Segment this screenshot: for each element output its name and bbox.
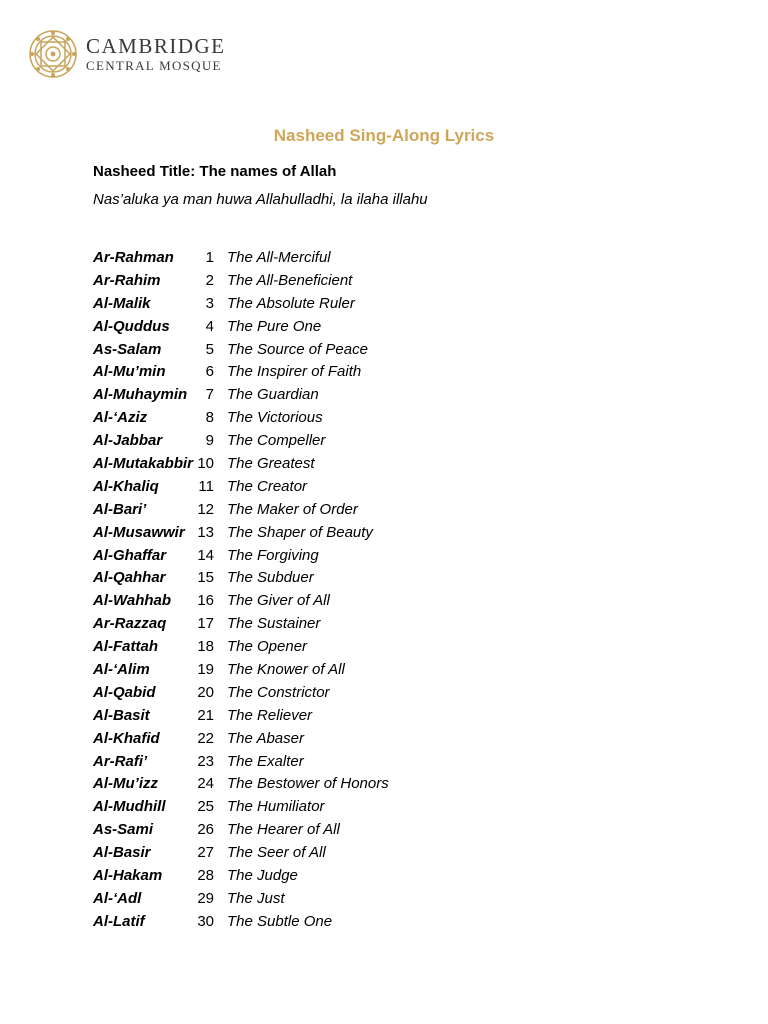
list-item xyxy=(93,453,513,476)
english-meaning: The Subtle One xyxy=(227,912,333,930)
english-meaning: The Creator xyxy=(227,477,308,495)
name-number: 9 xyxy=(205,432,214,450)
name-number: 29 xyxy=(197,889,214,907)
list-item xyxy=(93,522,513,545)
nasheed-title: Nasheed Title: The names of Allah xyxy=(93,163,337,180)
list-item xyxy=(93,590,513,613)
name-number: 28 xyxy=(197,867,214,885)
name-number: 30 xyxy=(197,912,214,930)
arabic-name: Al-Fattah xyxy=(93,638,158,656)
english-meaning: The Reliever xyxy=(227,706,313,724)
nasheed-opening-line: Nas’aluka ya man huwa Allahulladhi, la ilaha illahu xyxy=(93,191,428,208)
arabic-name: Al-‘Aziz xyxy=(93,409,148,427)
english-meaning: The Pure One xyxy=(227,317,322,335)
english-meaning: The Just xyxy=(227,889,285,907)
name-number: 13 xyxy=(197,523,214,541)
arabic-name: Al-Basit xyxy=(93,706,150,724)
arabic-name: Ar-Razzaq xyxy=(93,615,167,633)
name-number: 20 xyxy=(197,683,214,701)
arabic-name: Al-Mu’min xyxy=(93,363,166,381)
english-meaning: The Humiliator xyxy=(227,798,325,816)
arabic-name: Al-Basir xyxy=(93,844,151,862)
name-number: 5 xyxy=(205,340,214,358)
list-item xyxy=(93,339,513,362)
english-meaning: The Absolute Ruler xyxy=(227,294,355,312)
name-number: 12 xyxy=(197,500,214,518)
name-number: 17 xyxy=(197,615,214,633)
arabic-name: Al-Quddus xyxy=(93,317,170,335)
arabic-name: Al-‘Adl xyxy=(93,889,142,907)
name-number: 27 xyxy=(197,844,214,862)
arabic-name: Al-Mutakabbir xyxy=(93,455,194,473)
arabic-name: Al-Malik xyxy=(93,294,151,312)
name-number: 2 xyxy=(205,271,214,289)
arabic-name: Al-Mudhill xyxy=(93,798,166,816)
name-number: 11 xyxy=(198,477,214,495)
english-meaning: The Victorious xyxy=(227,409,323,427)
name-number: 25 xyxy=(197,798,214,816)
name-number: 16 xyxy=(197,592,214,610)
list-item xyxy=(93,842,513,865)
arabic-name: As-Sami xyxy=(93,821,154,839)
list-item xyxy=(93,865,513,888)
arabic-name: Ar-Rahman xyxy=(93,249,174,266)
english-meaning: The Source of Peace xyxy=(227,340,368,358)
names-list xyxy=(93,247,513,934)
english-meaning: The Inspirer of Faith xyxy=(227,363,362,381)
list-item xyxy=(93,911,513,934)
english-meaning: The Subduer xyxy=(227,569,314,587)
english-meaning: The Maker of Order xyxy=(227,500,358,518)
english-meaning: The Giver of All xyxy=(227,592,330,610)
arabic-name: Al-Jabbar xyxy=(93,432,163,450)
arabic-name: Al-Mu’izz xyxy=(93,775,158,793)
list-item xyxy=(93,567,513,590)
english-meaning: The Knower of All xyxy=(227,661,345,679)
english-meaning: The Compeller xyxy=(227,432,326,450)
arabic-name: Al-Hakam xyxy=(93,867,163,885)
arabic-name: Ar-Rahim xyxy=(93,271,161,289)
name-number: 6 xyxy=(205,363,214,381)
list-item xyxy=(93,728,513,751)
arabic-name: As-Salam xyxy=(93,340,162,358)
name-number: 23 xyxy=(197,752,214,770)
list-item xyxy=(93,773,513,796)
english-meaning: The Seer of All xyxy=(227,844,326,862)
list-item xyxy=(93,819,513,842)
english-meaning: The Shaper of Beauty xyxy=(227,523,373,541)
document-heading: Nasheed Sing-Along Lyrics xyxy=(273,126,495,145)
name-number: 8 xyxy=(205,409,214,427)
name-number: 14 xyxy=(197,546,214,564)
list-item xyxy=(93,613,513,636)
english-meaning: The Bestower of Honors xyxy=(227,775,389,793)
list-item xyxy=(93,316,513,339)
english-meaning: The Guardian xyxy=(227,386,319,404)
logo-name: CAMBRIDGE xyxy=(86,34,226,58)
list-item xyxy=(93,407,513,430)
list-item xyxy=(93,888,513,911)
list-item xyxy=(93,659,513,682)
list-item xyxy=(93,499,513,522)
english-meaning: The All-Merciful xyxy=(227,249,331,266)
list-item xyxy=(93,247,513,270)
list-item xyxy=(93,476,513,499)
logo-text xyxy=(86,36,226,72)
name-number: 10 xyxy=(197,455,214,473)
arabic-name: Al-Qahhar xyxy=(93,569,166,587)
arabic-name: Al-Latif xyxy=(93,912,145,930)
arabic-name: Al-Muhaymin xyxy=(93,386,188,404)
list-item xyxy=(93,361,513,384)
english-meaning: The Hearer of All xyxy=(227,821,340,839)
arabic-name: Al-Khaliq xyxy=(93,477,159,495)
name-number: 24 xyxy=(197,775,214,793)
list-item xyxy=(93,636,513,659)
logo-subname: CENTRAL MOSQUE xyxy=(86,58,222,73)
name-number: 4 xyxy=(205,317,214,335)
name-number: 7 xyxy=(205,386,214,404)
english-meaning: The Opener xyxy=(227,638,308,656)
english-meaning: The Sustainer xyxy=(227,615,321,633)
arabic-name: Al-Ghaffar xyxy=(93,546,167,564)
english-meaning: The Abaser xyxy=(227,729,304,747)
english-meaning: The Greatest xyxy=(227,455,315,473)
english-meaning: The Forgiving xyxy=(227,546,319,564)
arabic-name: Al-Musawwir xyxy=(93,523,185,541)
name-number: 19 xyxy=(197,661,214,679)
name-number: 15 xyxy=(197,569,214,587)
list-item xyxy=(93,384,513,407)
name-number: 22 xyxy=(197,729,214,747)
english-meaning: The Judge xyxy=(227,867,298,885)
name-number: 1 xyxy=(205,249,214,266)
english-meaning: The Exalter xyxy=(227,752,304,770)
mosque-logo xyxy=(28,29,226,79)
list-item xyxy=(93,682,513,705)
list-item xyxy=(93,545,513,568)
name-number: 26 xyxy=(197,821,214,839)
arabic-name: Al-‘Alim xyxy=(93,661,150,679)
english-meaning: The All-Beneficient xyxy=(227,271,353,289)
name-number: 18 xyxy=(197,638,214,656)
list-item xyxy=(93,751,513,774)
arabic-name: Al-Wahhab xyxy=(93,592,172,610)
list-item xyxy=(93,270,513,293)
name-number: 21 xyxy=(197,706,214,724)
name-number: 3 xyxy=(205,294,214,312)
list-item xyxy=(93,293,513,316)
english-meaning: The Constrictor xyxy=(227,683,330,701)
list-item xyxy=(93,430,513,453)
arabic-name: Ar-Rafi’ xyxy=(93,752,148,770)
list-item xyxy=(93,796,513,819)
list-item xyxy=(93,705,513,728)
arabic-name: Al-Bari’ xyxy=(93,500,147,518)
arabic-name: Al-Khafid xyxy=(93,729,160,747)
arabic-name: Al-Qabid xyxy=(93,683,156,701)
geometric-star-emblem-icon xyxy=(28,29,78,79)
